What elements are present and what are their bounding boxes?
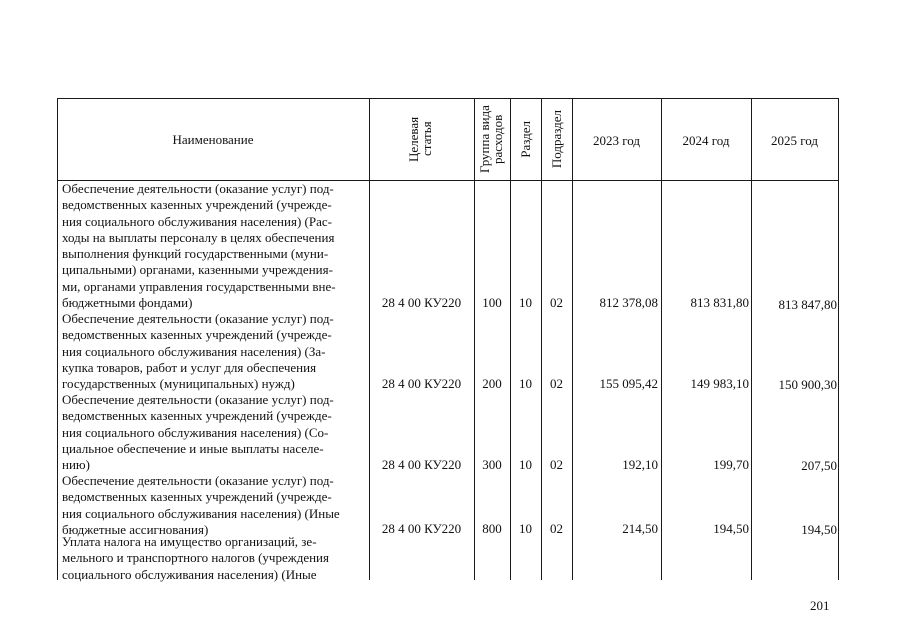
row-subsection: 02 — [550, 376, 563, 391]
row-2023: 155 095,42 — [599, 376, 658, 391]
header-target-article: Целевая статья — [405, 116, 434, 162]
row-subsection: 02 — [550, 295, 563, 310]
row-2024: 194,50 — [713, 521, 749, 536]
row-subsection: 02 — [550, 521, 563, 536]
row-2024: 149 983,10 — [690, 376, 749, 391]
row-target-article: 28 4 00 КУ220 — [381, 376, 462, 391]
row-2025: 207,50 — [801, 458, 837, 473]
row-name: Обеспечение деятельности (оказание услуг) под- ведомственных казенных учреждений (учрежде- ния социального обслуживания населения) (Рас- ходы на выплаты персоналу в целях обеспечения выполнения функций государственными (муни- ципальными) органами, казенными учреждения- ми, органами управления государственными вне- бюджетными фондами) — [62, 181, 336, 311]
row-target-article: 28 4 00 КУ220 — [381, 457, 462, 472]
row-name: Обеспечение деятельности (оказание услуг) под- ведомственных казенных учреждений (учрежде- ния социального обслуживания населения) (Иные бюджетные ассигнования) — [62, 473, 340, 537]
row-subsection: 02 — [550, 457, 563, 472]
col-border-0 — [57, 98, 58, 580]
row-expense-group: 800 — [482, 521, 502, 536]
row-2025: 194,50 — [801, 522, 837, 537]
row-name: Уплата налога на имущество организаций, зе- мельного и транспортного налогов (учреждения социального обслуживания населения) (Иные — [62, 534, 329, 582]
row-2023: 812 378,08 — [599, 295, 658, 310]
row-name: Обеспечение деятельности (оказание услуг) под- ведомственных казенных учреждений (учрежде- ния социального обслуживания населения) (За- купка товаров, работ и услуг для обеспечения государственных (муниципальных) нужд) — [62, 311, 334, 392]
col-border-8 — [838, 98, 839, 580]
header-2023: 2023 год — [593, 133, 640, 148]
row-section: 10 — [519, 376, 532, 391]
col-border-7 — [751, 98, 752, 580]
row-expense-group: 100 — [482, 295, 502, 310]
row-section: 10 — [519, 295, 532, 310]
col-border-6 — [661, 98, 662, 580]
row-2024: 199,70 — [713, 457, 749, 472]
row-expense-group: 300 — [482, 457, 502, 472]
header-2024: 2024 год — [682, 133, 730, 148]
row-2023: 192,10 — [622, 457, 658, 472]
row-2025: 150 900,30 — [778, 377, 837, 392]
row-2025: 813 847,80 — [778, 297, 837, 312]
header-name: Наименование — [172, 132, 254, 147]
row-name: Обеспечение деятельности (оказание услуг) под- ведомственных казенных учреждений (учрежде- ния социального обслуживания населения) (Со- циальное обеспечение и иные выплаты населе- нию) — [62, 392, 334, 473]
row-target-article: 28 4 00 КУ220 — [381, 295, 462, 310]
header-expense-group: Группа вида расходов — [477, 105, 505, 173]
row-section: 10 — [519, 457, 532, 472]
row-2023: 214,50 — [622, 521, 658, 536]
col-border-5 — [572, 98, 573, 580]
row-expense-group: 200 — [482, 376, 502, 391]
page-number: 201 — [810, 598, 830, 613]
header-section: Раздел — [518, 120, 533, 158]
row-2024: 813 831,80 — [690, 295, 749, 310]
header-2025: 2025 год — [771, 133, 818, 148]
header-subsection: Подраздел — [549, 109, 564, 169]
row-section: 10 — [519, 521, 532, 536]
row-target-article: 28 4 00 КУ220 — [381, 521, 462, 536]
